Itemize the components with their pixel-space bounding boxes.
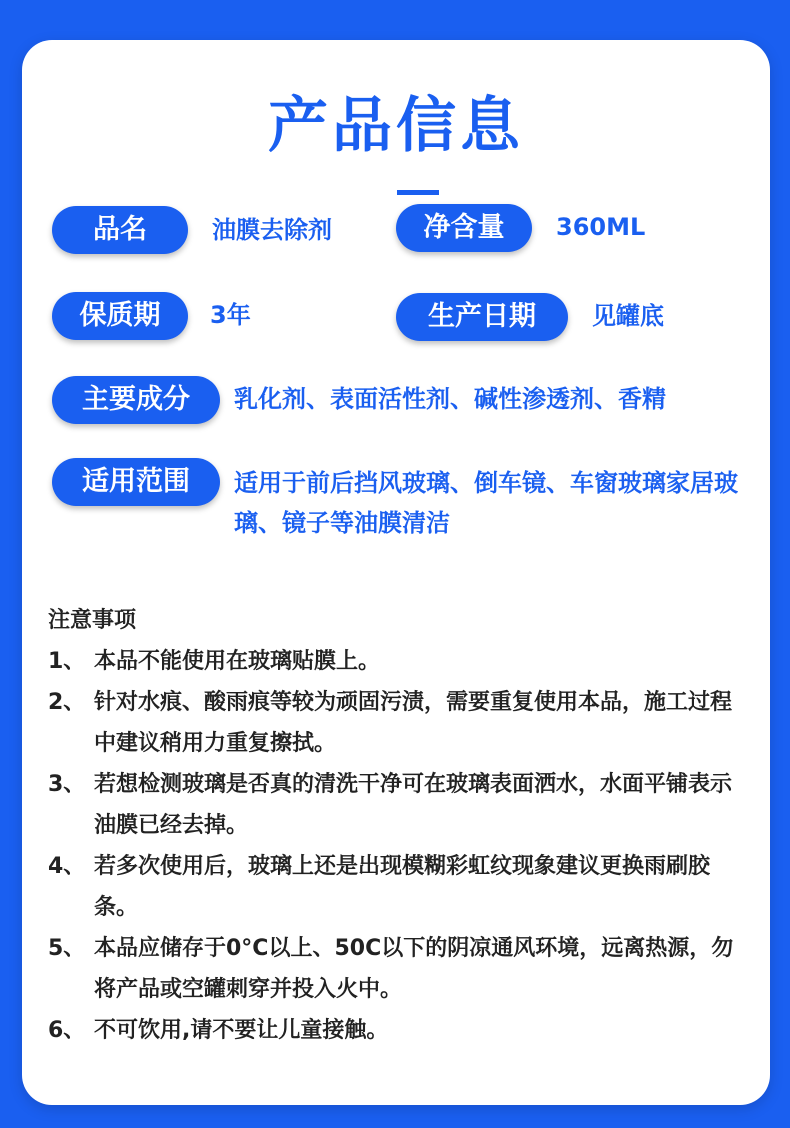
page-title: 产品信息	[268, 91, 524, 161]
note-text: 针对水痕、酸雨痕等较为顽固污渍，需要重复使用本品，施工过程中建议稍用力重复擦拭。	[94, 690, 733, 756]
note-text: 本品不能使用在玻璃贴膜上。	[94, 649, 381, 674]
note-number: 5、	[48, 936, 86, 961]
note-text: 若想检测玻璃是否真的清洗干净可在玻璃表面洒水，水面平铺表示油膜已经去掉。	[94, 772, 733, 838]
note-item-3	[48, 764, 748, 846]
date-value: 见罐底	[592, 302, 664, 330]
note-number: 4、	[48, 854, 86, 879]
name-value: 油膜去除剂	[212, 216, 332, 244]
note-item-6	[48, 1010, 748, 1051]
net-value: 360ML	[556, 213, 646, 241]
shelf-label-pill: 保质期	[52, 292, 188, 340]
note-number: 1、	[48, 649, 86, 674]
notes-heading: 注意事项	[48, 608, 137, 633]
note-text: 本品应储存于0°C以上、50C以下的阴凉通风环境，远离热源，勿将产品或空罐刺穿并投入火中。	[94, 936, 734, 1002]
notes-section	[48, 600, 748, 1051]
note-item-5	[48, 928, 748, 1010]
note-item-1	[48, 641, 748, 682]
note-number: 6、	[48, 1018, 86, 1043]
ingredients-label-pill: 主要成分	[52, 376, 220, 424]
scope-value: 适用于前后挡风玻璃、倒车镜、车窗玻璃家居玻璃、镜子等油膜清洁	[234, 469, 738, 537]
name-label-pill: 品名	[52, 206, 188, 254]
note-text: 若多次使用后，玻璃上还是出现模糊彩虹纹现象建议更换雨刷胶条。	[94, 854, 711, 920]
title-underline	[397, 190, 439, 195]
note-item-2	[48, 682, 748, 764]
net-label-pill: 净含量	[396, 204, 532, 252]
shelf-value: 3年	[210, 301, 251, 329]
note-number: 3、	[48, 772, 86, 797]
ingredients-value: 乳化剂、表面活性剂、碱性渗透剂、香精	[234, 385, 666, 413]
scope-label-pill: 适用范围	[52, 458, 220, 506]
note-number: 2、	[48, 690, 86, 715]
note-text: 不可饮用,请不要让儿童接触。	[94, 1018, 389, 1043]
date-label-pill: 生产日期	[396, 293, 568, 341]
note-item-4	[48, 846, 748, 928]
